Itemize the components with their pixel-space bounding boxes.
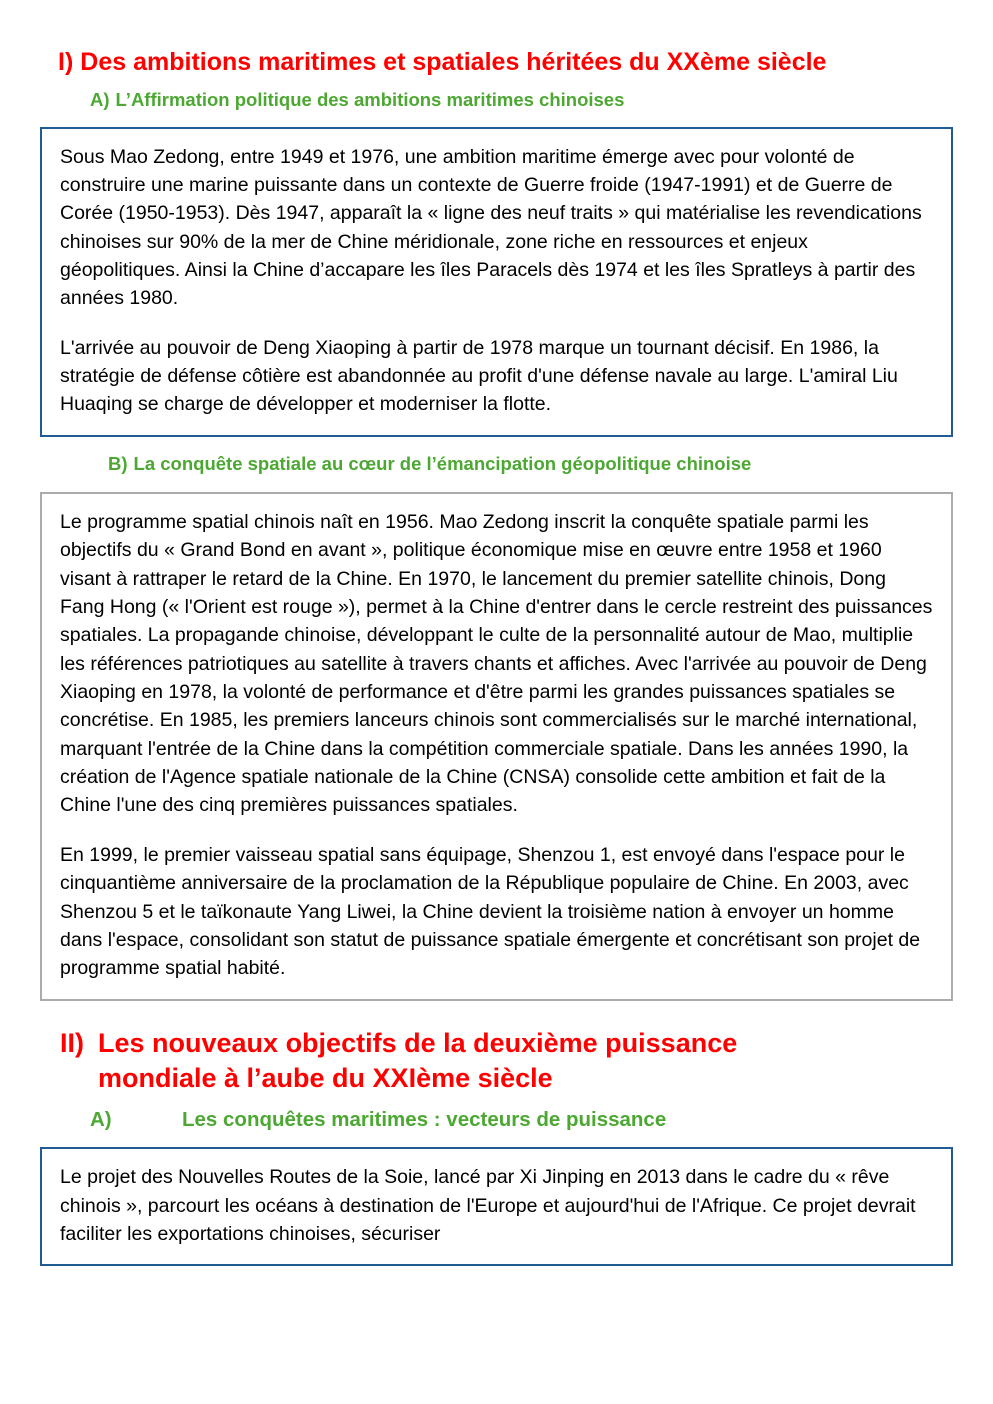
subsection-2a-number: A)	[90, 1107, 112, 1131]
text-box-maritime-ambitions	[40, 127, 953, 437]
section-1-heading	[40, 0, 953, 78]
subsection-2a-heading	[40, 1096, 953, 1134]
paragraph: L'arrivée au pouvoir de Deng Xiaoping à partir de 1978 marque un tournant décisif. En 1986, la stratégie de défense côtière est abandonnée au profit d'une défense navale au large. L'amiral Liu Huaqing se charge de développer et moderniser la flotte.	[60, 336, 898, 416]
subsection-1a-number: A)	[90, 88, 110, 110]
text-box-silk-roads	[40, 1147, 953, 1266]
section-1-title-text: Des ambitions maritimes et spatiales héritées du XXème siècle	[80, 48, 827, 76]
text-box-space-conquest	[40, 492, 953, 1001]
paragraph: Sous Mao Zedong, entre 1949 et 1976, une ambition maritime émerge avec pour volonté de construire une marine puissante dans un contexte de Guerre froide (1947-1991) et de Guerre de Corée (1950-1953). Dès 1947, apparaît la « ligne des neuf traits » qui matérialise les revendications chinoises sur 90% de la mer de Chine méridionale, zone riche en ressources et enjeux géopolitiques. Ainsi la Chine d’accapare les îles Paracels dès 1974 et les îles Spratleys à partir des années 1980.	[60, 145, 922, 310]
section-1-number: I)	[58, 48, 74, 76]
subsection-1b-heading	[40, 437, 953, 476]
subsection-1a-heading	[40, 78, 953, 112]
section-2-number: II)	[60, 1027, 84, 1058]
paragraph: Le projet des Nouvelles Routes de la Soie, lancé par Xi Jinping en 2013 dans le cadre du « rêve chinois », parcourt les océans à destination de l'Europe et aujourd'hui de l'Afrique. Ce projet devrait faciliter les exportations chinoises, sécuriser	[60, 1166, 916, 1246]
subsection-1b-number: B)	[108, 452, 128, 474]
paragraph: En 1999, le premier vaisseau spatial sans équipage, Shenzou 1, est envoyé dans l'espace pour le cinquantième anniversaire de la proclamation de la République populaire de Chine. En 2003, avec Shenzou 5 et le taïkonaute Yang Liwei, la Chine devient la troisième nation à envoyer un homme dans l'espace, consolidant son statut de puissance spatiale émergente et concrétisant son projet de programme spatial habité.	[60, 843, 921, 980]
section-2-title-text: Les nouveaux objectifs de la deuxième puissance mondiale à l’aube du XXIème siècle	[98, 1027, 738, 1093]
subsection-1b-title-text: La conquête spatiale au cœur de l’émancipation géopolitique chinoise	[133, 452, 752, 474]
subsection-1a-title-text: L’Affirmation politique des ambitions maritimes chinoises	[115, 88, 625, 110]
paragraph: Le programme spatial chinois naît en 1956. Mao Zedong inscrit la conquête spatiale parmi les objectifs du « Grand Bond en avant », politique économique mise en œuvre entre 1958 et 1960 visant à rattraper le retard de la Chine. En 1970, le lancement du premier satellite chinois, Dong Fang Hong (« l'Orient est rouge »), permet à la Chine d'entrer dans le cercle restreint des puissances spatiales. La propagande chinoise, développant le culte de la personnalité autour de Mao, multiplie les références patriotiques au satellite à travers chants et affiches. Avec l'arrivée au pouvoir de Deng Xiaoping en 1978, la volonté de performance et d'être parmi les grandes puissances spatiales se concrétise. En 1985, les premiers lanceurs chinois sont commercialisés sur le marché international, marquant l'entrée de la Chine dans la compétition commerciale spatiale. Dans les années 1990, la création de l'Agence spatiale nationale de la Chine (CNSA) consolide cette ambition et fait de la Chine l'une des cinq premières puissances spatiales.	[60, 510, 933, 817]
subsection-2a-title-text: Les conquêtes maritimes : vecteurs de puissance	[182, 1107, 667, 1131]
section-2-heading	[40, 1001, 953, 1096]
